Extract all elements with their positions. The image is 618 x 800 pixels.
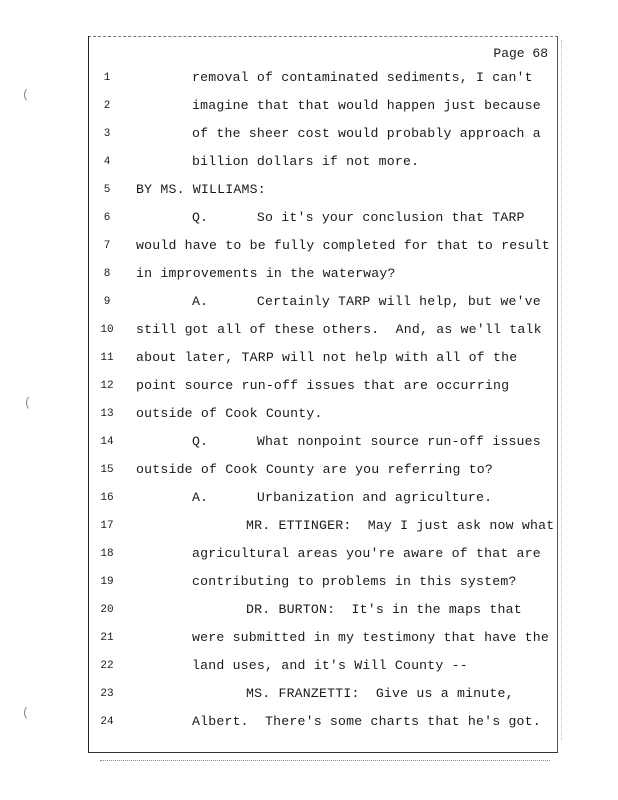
line-number: 2 — [103, 100, 111, 112]
line-text: contributing to problems in this system? — [192, 574, 517, 589]
line-text: Albert. There's some charts that he's got. — [192, 714, 541, 729]
line-text: imagine that that would happen just because — [192, 98, 541, 113]
transcript-line — [0, 658, 618, 678]
line-number: 6 — [103, 212, 111, 224]
transcript-line — [0, 462, 618, 482]
line-number: 9 — [103, 296, 111, 308]
line-text: would have to be fully completed for that to result — [136, 238, 550, 253]
line-number: 21 — [100, 632, 114, 644]
line-text: outside of Cook County. — [136, 406, 323, 421]
line-number: 15 — [100, 464, 114, 476]
line-number: 8 — [103, 268, 111, 280]
transcript-line — [0, 714, 618, 734]
line-number: 13 — [100, 408, 114, 420]
transcript-line — [0, 294, 618, 314]
transcript-line — [0, 266, 618, 286]
line-text: MS. FRANZETTI: Give us a minute, — [246, 686, 514, 701]
line-text: MR. ETTINGER: May I just ask now what — [246, 518, 555, 533]
line-number: 22 — [100, 660, 114, 672]
transcript-line — [0, 378, 618, 398]
transcript-line — [0, 490, 618, 510]
transcript-line — [0, 238, 618, 258]
line-text: Q. What nonpoint source run-off issues — [192, 434, 541, 449]
line-text: of the sheer cost would probably approach a — [192, 126, 541, 141]
transcript-line — [0, 602, 618, 622]
transcript-line — [0, 518, 618, 538]
line-text: land uses, and it's Will County -- — [192, 658, 468, 673]
line-number: 3 — [103, 128, 111, 140]
line-number: 16 — [100, 492, 114, 504]
transcript-line — [0, 686, 618, 706]
line-number: 10 — [100, 324, 114, 336]
line-number: 24 — [100, 716, 114, 728]
transcript-line — [0, 350, 618, 370]
bottom-rule — [88, 752, 558, 753]
transcript-line — [0, 98, 618, 118]
margin-mark: ( — [24, 396, 32, 410]
transcript-line — [0, 182, 618, 202]
line-text: outside of Cook County are you referring to? — [136, 462, 494, 477]
line-number: 17 — [100, 520, 114, 532]
line-text: still got all of these others. And, as we'll talk — [136, 322, 542, 337]
line-number: 19 — [100, 576, 114, 588]
line-number: 5 — [103, 184, 111, 196]
transcript-line — [0, 546, 618, 566]
line-text: point source run-off issues that are occurring — [136, 378, 510, 393]
line-text: A. Urbanization and agriculture. — [192, 490, 493, 505]
line-number: 4 — [103, 156, 111, 168]
line-text: agricultural areas you're aware of that are — [192, 546, 541, 561]
line-text: billion dollars if not more. — [192, 154, 420, 169]
line-number: 12 — [100, 380, 114, 392]
transcript-line — [0, 434, 618, 454]
line-number: 14 — [100, 436, 114, 448]
margin-mark: ( — [22, 88, 30, 102]
transcript-line — [0, 322, 618, 342]
transcript-line — [0, 154, 618, 174]
line-number: 11 — [100, 352, 114, 364]
line-text: DR. BURTON: It's in the maps that — [246, 602, 522, 617]
line-text: in improvements in the waterway? — [136, 266, 396, 281]
line-text: Q. So it's your conclusion that TARP — [192, 210, 525, 225]
transcript-line — [0, 126, 618, 146]
transcript-line — [0, 210, 618, 230]
line-number: 7 — [103, 240, 111, 252]
page-number: Page 68 — [493, 46, 548, 61]
line-number: 18 — [100, 548, 114, 560]
line-number: 20 — [100, 604, 114, 616]
line-text: A. Certainly TARP will help, but we've — [192, 294, 541, 309]
line-number: 1 — [103, 72, 111, 84]
transcript-line — [0, 630, 618, 650]
line-text: about later, TARP will not help with all of the — [136, 350, 518, 365]
bottom-dotted-rule — [100, 760, 550, 761]
line-text: removal of contaminated sediments, I can't — [192, 70, 533, 85]
transcript-line — [0, 70, 618, 90]
line-text: were submitted in my testimony that have the — [192, 630, 550, 645]
margin-mark: ( — [22, 706, 30, 720]
line-number: 23 — [100, 688, 114, 700]
transcript-line — [0, 574, 618, 594]
line-text: BY MS. WILLIAMS: — [136, 182, 266, 197]
transcript-line — [0, 406, 618, 426]
